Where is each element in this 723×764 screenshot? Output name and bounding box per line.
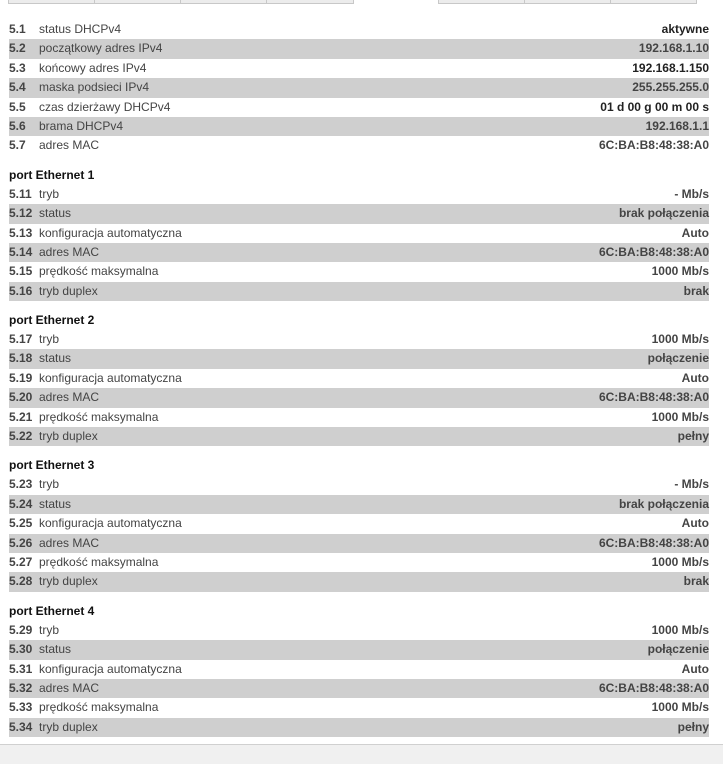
info-row — [9, 640, 709, 659]
info-row — [9, 262, 709, 281]
ethernet-3-section — [9, 456, 709, 591]
row-value: pełny — [677, 429, 709, 444]
info-row — [9, 349, 709, 368]
row-value: brak — [683, 574, 709, 589]
row-label: status — [39, 496, 72, 511]
row-value: brak połączenia — [618, 496, 709, 511]
row-label: tryb — [39, 477, 60, 492]
row-label: status — [39, 351, 72, 366]
status-panel — [9, 20, 709, 737]
row-number: 5.2 — [9, 41, 26, 56]
row-number: 5.4 — [9, 80, 26, 95]
row-value: 192.168.1.10 — [638, 41, 709, 56]
row-number: 5.17 — [9, 332, 33, 347]
row-number: 5.18 — [9, 351, 33, 366]
dhcp-section — [9, 20, 709, 156]
tab-4[interactable] — [266, 0, 354, 4]
row-value: 6C:BA:B8:48:38:A0 — [598, 244, 709, 259]
row-label: prędkość maksymalna — [39, 409, 159, 424]
tab-2[interactable] — [94, 0, 181, 4]
row-number: 5.30 — [9, 642, 33, 657]
info-row — [9, 553, 709, 572]
info-row — [9, 388, 709, 407]
row-label: końcowy adres IPv4 — [39, 60, 147, 75]
row-value: 192.168.1.150 — [632, 60, 709, 75]
info-row — [9, 224, 709, 243]
row-value: 01 d 00 g 00 m 00 s — [600, 99, 709, 114]
row-label: czas dzierżawy DHCPv4 — [39, 99, 171, 114]
info-row — [9, 98, 709, 117]
row-number: 5.21 — [9, 409, 33, 424]
row-value: 1000 Mb/s — [651, 700, 709, 715]
info-row — [9, 514, 709, 533]
row-label: prędkość maksymalna — [39, 700, 159, 715]
row-label: brama DHCPv4 — [39, 118, 124, 133]
row-number: 5.27 — [9, 554, 33, 569]
tab-1[interactable] — [8, 0, 95, 4]
section-title: port Ethernet 2 — [9, 313, 95, 328]
section-title: port Ethernet 1 — [9, 167, 95, 182]
row-value: 1000 Mb/s — [651, 332, 709, 347]
row-label: prędkość maksymalna — [39, 264, 159, 279]
tab-3[interactable] — [180, 0, 267, 4]
row-label: adres MAC — [39, 535, 100, 550]
row-value: Auto — [681, 661, 709, 676]
row-number: 5.3 — [9, 60, 26, 75]
row-number: 5.20 — [9, 390, 33, 405]
info-row — [9, 660, 709, 679]
section-title: port Ethernet 4 — [9, 603, 95, 618]
row-number: 5.19 — [9, 370, 33, 385]
row-number: 5.31 — [9, 661, 33, 676]
info-row — [9, 495, 709, 514]
info-row — [9, 136, 709, 155]
ethernet-2-section — [9, 311, 709, 446]
row-number: 5.1 — [9, 22, 26, 36]
row-value: pełny — [677, 719, 709, 734]
row-value: Auto — [681, 370, 709, 385]
row-value: 255.255.255.0 — [632, 80, 709, 95]
row-label: początkowy adres IPv4 — [39, 41, 163, 56]
row-number: 5.22 — [9, 429, 33, 444]
row-label: tryb duplex — [39, 719, 98, 734]
row-value: 6C:BA:B8:48:38:A0 — [598, 138, 709, 153]
ethernet-4-section — [9, 602, 709, 737]
row-number: 5.13 — [9, 225, 33, 240]
row-number: 5.29 — [9, 622, 33, 637]
row-label: tryb — [39, 332, 60, 347]
row-label: adres MAC — [39, 390, 100, 405]
info-row — [9, 282, 709, 301]
info-row — [9, 572, 709, 591]
footer-bar — [0, 744, 723, 764]
row-number: 5.12 — [9, 206, 33, 221]
row-label: tryb duplex — [39, 429, 98, 444]
row-value: aktywne — [661, 22, 709, 36]
row-value: 6C:BA:B8:48:38:A0 — [598, 680, 709, 695]
row-label: tryb duplex — [39, 283, 98, 298]
row-label: adres MAC — [39, 138, 100, 153]
row-label: status DHCPv4 — [39, 22, 122, 36]
info-row — [9, 534, 709, 553]
row-value: połączenie — [647, 351, 709, 366]
row-label: tryb duplex — [39, 574, 98, 589]
info-row — [9, 475, 709, 494]
info-row — [9, 679, 709, 698]
info-row — [9, 20, 709, 39]
row-label: status — [39, 642, 72, 657]
info-row — [9, 718, 709, 737]
info-row — [9, 427, 709, 446]
row-number: 5.5 — [9, 99, 26, 114]
row-number: 5.26 — [9, 535, 33, 550]
info-row — [9, 204, 709, 223]
row-label: tryb — [39, 622, 60, 637]
row-value: 192.168.1.1 — [645, 118, 709, 133]
row-value: 1000 Mb/s — [651, 409, 709, 424]
row-label: adres MAC — [39, 244, 100, 259]
info-row — [9, 78, 709, 97]
row-label: konfiguracja automatyczna — [39, 661, 182, 676]
row-label: adres MAC — [39, 680, 100, 695]
row-number: 5.32 — [9, 680, 33, 695]
row-label: konfiguracja automatyczna — [39, 370, 182, 385]
info-row — [9, 243, 709, 262]
row-value: Auto — [681, 516, 709, 531]
info-row — [9, 621, 709, 640]
row-label: konfiguracja automatyczna — [39, 225, 182, 240]
row-number: 5.7 — [9, 138, 26, 153]
section-title: port Ethernet 3 — [9, 458, 95, 473]
row-value: Auto — [681, 225, 709, 240]
row-number: 5.28 — [9, 574, 33, 589]
row-number: 5.15 — [9, 264, 33, 279]
info-row — [9, 59, 709, 78]
row-number: 5.34 — [9, 719, 33, 734]
row-label: maska podsieci IPv4 — [39, 80, 150, 95]
row-number: 5.23 — [9, 477, 33, 492]
row-label: tryb — [39, 186, 60, 201]
row-value: 6C:BA:B8:48:38:A0 — [598, 390, 709, 405]
row-number: 5.16 — [9, 283, 33, 298]
row-value: 1000 Mb/s — [651, 554, 709, 569]
row-number: 5.6 — [9, 118, 26, 133]
row-value: - Mb/s — [674, 186, 709, 201]
info-row — [9, 698, 709, 717]
row-number: 5.25 — [9, 516, 33, 531]
row-number: 5.14 — [9, 244, 33, 259]
tab-7[interactable] — [610, 0, 697, 4]
row-number: 5.11 — [9, 186, 32, 201]
row-value: 6C:BA:B8:48:38:A0 — [598, 535, 709, 550]
row-number: 5.24 — [9, 496, 33, 511]
info-row — [9, 39, 709, 58]
row-label: konfiguracja automatyczna — [39, 516, 182, 531]
tab-6[interactable] — [524, 0, 611, 4]
row-value: połączenie — [647, 642, 709, 657]
row-value: brak — [683, 283, 709, 298]
row-number: 5.33 — [9, 700, 33, 715]
info-row — [9, 117, 709, 136]
row-value: - Mb/s — [674, 477, 709, 492]
info-row — [9, 408, 709, 427]
tab-strip — [0, 0, 723, 5]
row-value: 1000 Mb/s — [651, 622, 709, 637]
row-label: prędkość maksymalna — [39, 554, 159, 569]
info-row — [9, 185, 709, 204]
info-row — [9, 369, 709, 388]
row-value: brak połączenia — [618, 206, 709, 221]
info-row — [9, 330, 709, 349]
row-label: status — [39, 206, 72, 221]
ethernet-1-section — [9, 166, 709, 301]
tab-5[interactable] — [438, 0, 525, 4]
row-value: 1000 Mb/s — [651, 264, 709, 279]
